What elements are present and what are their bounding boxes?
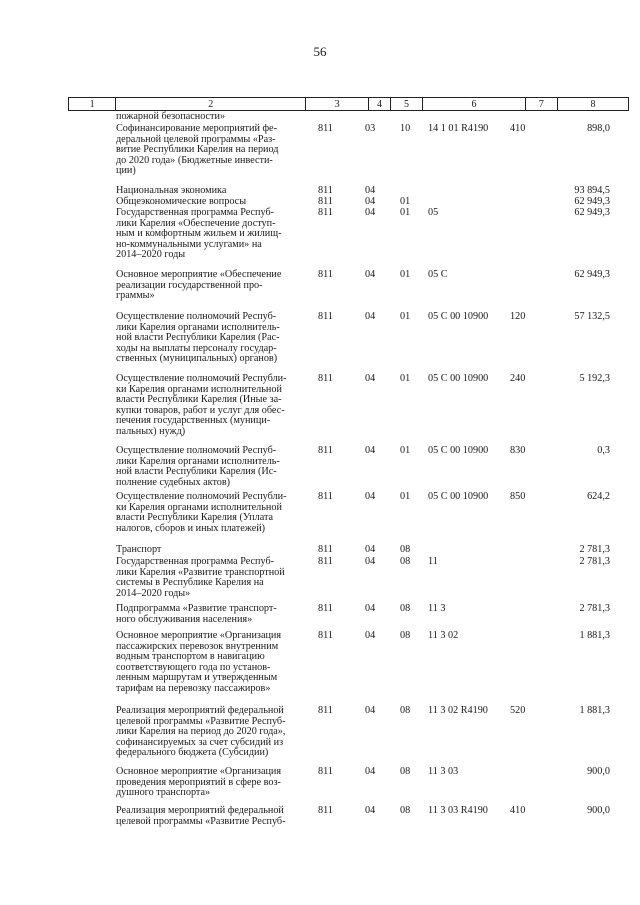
row-name-line: Осуществление полномочий Респуб- xyxy=(116,311,277,322)
cell-c6: 11 3 xyxy=(428,603,446,614)
cell-c6: 05 С 00 10900 xyxy=(428,373,489,384)
row-name-line: Государственная программа Респуб- xyxy=(116,556,275,567)
row-name xyxy=(116,806,298,827)
row-name-line: ки Карелия органами исполнительной xyxy=(116,383,282,395)
row-name-line: ходы на выплаты персоналу государ- xyxy=(116,342,277,354)
row-name-line: Софинансирование мероприятий фе- xyxy=(116,123,277,134)
cell-c6: 05 С xyxy=(428,269,448,280)
row-name-line: ного обслуживания населения» xyxy=(116,613,253,625)
row-name-line: федерального бюджета (Субсидии) xyxy=(116,747,269,759)
cell-c6: 11 3 02 xyxy=(428,630,459,641)
row-name-line: ным и комфортным жильем и жилищ- xyxy=(116,228,282,240)
row-name-line: пальных) нужд) xyxy=(116,425,186,437)
cell-c3: 811 xyxy=(318,207,333,218)
cell-c6: 11 xyxy=(428,556,438,567)
row-name-line: купки товаров, работ и услуг для обес- xyxy=(116,404,285,416)
cell-c7: 850 xyxy=(510,491,526,502)
row-name xyxy=(116,446,298,488)
row-name-line: власти Республики Карелия (Иные за- xyxy=(116,394,282,406)
cell-c4: 04 xyxy=(365,269,376,280)
cell-c8: 93 894,5 xyxy=(574,185,610,196)
row-name xyxy=(116,557,298,599)
row-name-line: пожарной безопасности» xyxy=(116,111,226,122)
cell-c5: 08 xyxy=(400,705,411,716)
header-col-3: 3 xyxy=(305,98,368,110)
cell-c5: 01 xyxy=(400,196,411,207)
cell-c8: 0,3 xyxy=(597,445,610,456)
cell-c4: 04 xyxy=(365,630,376,641)
row-name-line: водным транспортом в навигацию xyxy=(116,651,265,663)
cell-c3: 811 xyxy=(318,544,333,555)
cell-c8: 1 881,3 xyxy=(579,705,610,716)
row-name xyxy=(116,312,298,365)
cell-c5: 08 xyxy=(400,603,411,614)
row-name xyxy=(116,270,298,302)
header-col-1: 1 xyxy=(89,99,95,110)
row-name-line: но-коммунальными услугами» на xyxy=(116,238,262,250)
cell-c5: 01 xyxy=(400,269,411,280)
cell-c8: 900,0 xyxy=(587,805,610,816)
row-name-line: печения государственных (муници- xyxy=(116,415,271,427)
table-header xyxy=(68,97,629,111)
cell-c4: 04 xyxy=(365,544,376,555)
cell-c3: 811 xyxy=(318,630,333,641)
cell-c4: 04 xyxy=(365,311,376,322)
cell-c7: 830 xyxy=(510,445,526,456)
cell-c3: 811 xyxy=(318,373,333,384)
cell-c6: 11 3 03 xyxy=(428,766,459,777)
cell-c3: 811 xyxy=(318,556,333,567)
cell-c3: 811 xyxy=(318,196,333,207)
row-name-line: целевой программы «Развитие Респуб- xyxy=(116,715,286,727)
cell-c4: 04 xyxy=(365,603,376,614)
row-name-line: Основное мероприятие «Организация xyxy=(116,766,282,777)
row-name xyxy=(116,492,298,534)
row-name-line: ной власти Республики Карелия (Ис- xyxy=(116,466,277,478)
cell-c7: 410 xyxy=(510,123,526,134)
cell-c6: 05 xyxy=(428,207,439,218)
cell-c8: 2 781,3 xyxy=(579,603,610,614)
row-name-line: деральной целевой программы «Раз- xyxy=(116,133,276,145)
row-name-line: пассажирских перевозок внутренним xyxy=(116,640,279,652)
cell-c4: 03 xyxy=(365,123,376,134)
cell-c5: 08 xyxy=(400,556,411,567)
cell-c3: 811 xyxy=(318,766,333,777)
row-name xyxy=(116,186,298,197)
row-name xyxy=(116,124,298,177)
row-name-line: ки Карелия органами исполнительной xyxy=(116,501,282,513)
cell-c4: 04 xyxy=(365,196,376,207)
cell-c6: 11 3 03 R4190 xyxy=(428,805,488,816)
row-name-line: граммы» xyxy=(116,290,155,302)
row-name-line: Осуществление полномочий Республи- xyxy=(116,373,287,384)
cell-c8: 1 881,3 xyxy=(579,630,610,641)
row-name xyxy=(116,706,298,759)
row-name-line: Государственная программа Респуб- xyxy=(116,207,275,218)
row-name-line: проведения мероприятий в сфере воз- xyxy=(116,776,281,788)
row-name-line: витие Республики Карелия на период xyxy=(116,144,279,156)
cell-c3: 811 xyxy=(318,491,333,502)
row-name-line: софинансируемых за счет субсидий из xyxy=(116,736,284,748)
row-name-line: целевой программы «Развитие Респуб- xyxy=(116,815,286,827)
row-name-line: лики Карелия «Развитие транспортной xyxy=(116,566,285,578)
cell-c5: 08 xyxy=(400,805,411,816)
cell-c5: 01 xyxy=(400,445,411,456)
row-name-line: лики Карелия органами исполнитель- xyxy=(116,455,280,467)
row-name-line: Подпрограмма «Развитие транспорт- xyxy=(116,603,277,614)
row-name-line: лики Карелия «Обеспечение доступ- xyxy=(116,217,276,229)
cell-c3: 811 xyxy=(318,603,333,614)
row-name-line: 2014–2020 годы» xyxy=(116,587,191,599)
cell-c5: 08 xyxy=(400,630,411,641)
cell-c4: 04 xyxy=(365,705,376,716)
cell-c4: 04 xyxy=(365,373,376,384)
row-name-line: полнение судебных актов) xyxy=(116,476,231,488)
cell-c5: 08 xyxy=(400,544,411,555)
cell-c8: 62 949,3 xyxy=(574,207,610,218)
cell-c7: 240 xyxy=(510,373,526,384)
row-name-line: ственных (муниципальных) органов) xyxy=(116,353,278,365)
cell-c3: 811 xyxy=(318,805,333,816)
row-name-line: Осуществление полномочий Республи- xyxy=(116,491,287,502)
row-name-line: ной власти Республики Карелия (Рас- xyxy=(116,332,280,344)
cell-c8: 624,2 xyxy=(587,491,610,502)
cell-c5: 10 xyxy=(400,123,411,134)
cell-c8: 57 132,5 xyxy=(574,311,610,322)
cell-c3: 811 xyxy=(318,269,333,280)
header-col-2: 2 xyxy=(115,98,305,110)
cell-c5: 01 xyxy=(400,311,411,322)
cell-c6: 14 1 01 R4190 xyxy=(428,123,489,134)
cell-c6: 11 3 02 R4190 xyxy=(428,705,488,716)
cell-c3: 811 xyxy=(318,123,333,134)
row-name-line: 2014–2020 годы xyxy=(116,249,186,261)
cell-c3: 811 xyxy=(318,311,333,322)
cell-c7: 410 xyxy=(510,805,526,816)
row-name-line: Национальная экономика xyxy=(116,185,227,196)
cell-c4: 04 xyxy=(365,805,376,816)
cell-c8: 62 949,3 xyxy=(574,269,610,280)
row-name xyxy=(116,631,298,695)
row-name-line: Осуществление полномочий Респуб- xyxy=(116,445,277,456)
row-name-line: системы в Республике Карелия на xyxy=(116,577,264,589)
row-name xyxy=(116,197,298,208)
cell-c8: 898,0 xyxy=(587,123,610,134)
cell-c4: 04 xyxy=(365,491,376,502)
cell-c4: 04 xyxy=(365,556,376,567)
row-name-line: лики Карелия на период до 2020 года», xyxy=(116,726,286,738)
row-name-line: Общеэкономические вопросы xyxy=(116,196,247,207)
header-col-6: 6 xyxy=(422,98,524,110)
cell-c4: 04 xyxy=(365,185,376,196)
cell-c8: 5 192,3 xyxy=(579,373,610,384)
page-number: 56 xyxy=(313,44,327,59)
cell-c3: 811 xyxy=(318,445,333,456)
cell-c6: 05 С 00 10900 xyxy=(428,491,489,502)
header-col-7: 7 xyxy=(525,98,557,110)
row-name xyxy=(116,545,298,556)
cell-c8: 900,0 xyxy=(587,766,610,777)
cell-c7: 520 xyxy=(510,705,526,716)
row-name-line: тарифам на перевозку пассажиров» xyxy=(116,682,271,694)
row-name-line: Основное мероприятие «Организация xyxy=(116,630,282,641)
row-name-line: соответствующего года по установ- xyxy=(116,661,271,673)
row-name-line: душного транспорта» xyxy=(116,787,211,799)
row-name xyxy=(116,208,298,261)
cell-c5: 08 xyxy=(400,766,411,777)
row-name-line: до 2020 года» (Бюджетные инвести- xyxy=(116,154,273,166)
header-col-4: 4 xyxy=(368,98,390,110)
header-col-8: 8 xyxy=(557,98,628,110)
row-name xyxy=(116,604,298,625)
row-name xyxy=(116,767,298,799)
cell-c6: 05 С 00 10900 xyxy=(428,445,489,456)
row-name-line: Реализация мероприятий федеральной xyxy=(116,705,284,716)
row-name xyxy=(116,374,298,438)
cell-c4: 04 xyxy=(365,766,376,777)
cell-c5: 01 xyxy=(400,491,411,502)
row-name-line: ции) xyxy=(116,165,136,177)
row-name-line: налогов, сборов и иных платежей) xyxy=(116,522,266,534)
header-col-5: 5 xyxy=(390,98,422,110)
row-name-line: власти Республики Карелия (Уплата xyxy=(116,512,274,524)
cell-c3: 811 xyxy=(318,185,333,196)
cell-c8: 2 781,3 xyxy=(579,544,610,555)
row-name-line: ленным маршрутам и утвержденным xyxy=(116,672,278,684)
cell-c8: 2 781,3 xyxy=(579,556,610,567)
cell-c4: 04 xyxy=(365,445,376,456)
cell-c5: 01 xyxy=(400,373,411,384)
row-name xyxy=(116,112,298,123)
cell-c8: 62 949,3 xyxy=(574,196,610,207)
cell-c5: 01 xyxy=(400,207,411,218)
row-name-line: Основное мероприятие «Обеспечение xyxy=(116,269,282,280)
row-name-line: реализации государственной про- xyxy=(116,279,263,291)
cell-c4: 04 xyxy=(365,207,376,218)
row-name-line: Транспорт xyxy=(116,544,162,555)
cell-c6: 05 С 00 10900 xyxy=(428,311,489,322)
cell-c7: 120 xyxy=(510,311,526,322)
cell-c3: 811 xyxy=(318,705,333,716)
row-name-line: Реализация мероприятий федеральной xyxy=(116,805,284,816)
row-name-line: лики Карелия органами исполнитель- xyxy=(116,321,280,333)
